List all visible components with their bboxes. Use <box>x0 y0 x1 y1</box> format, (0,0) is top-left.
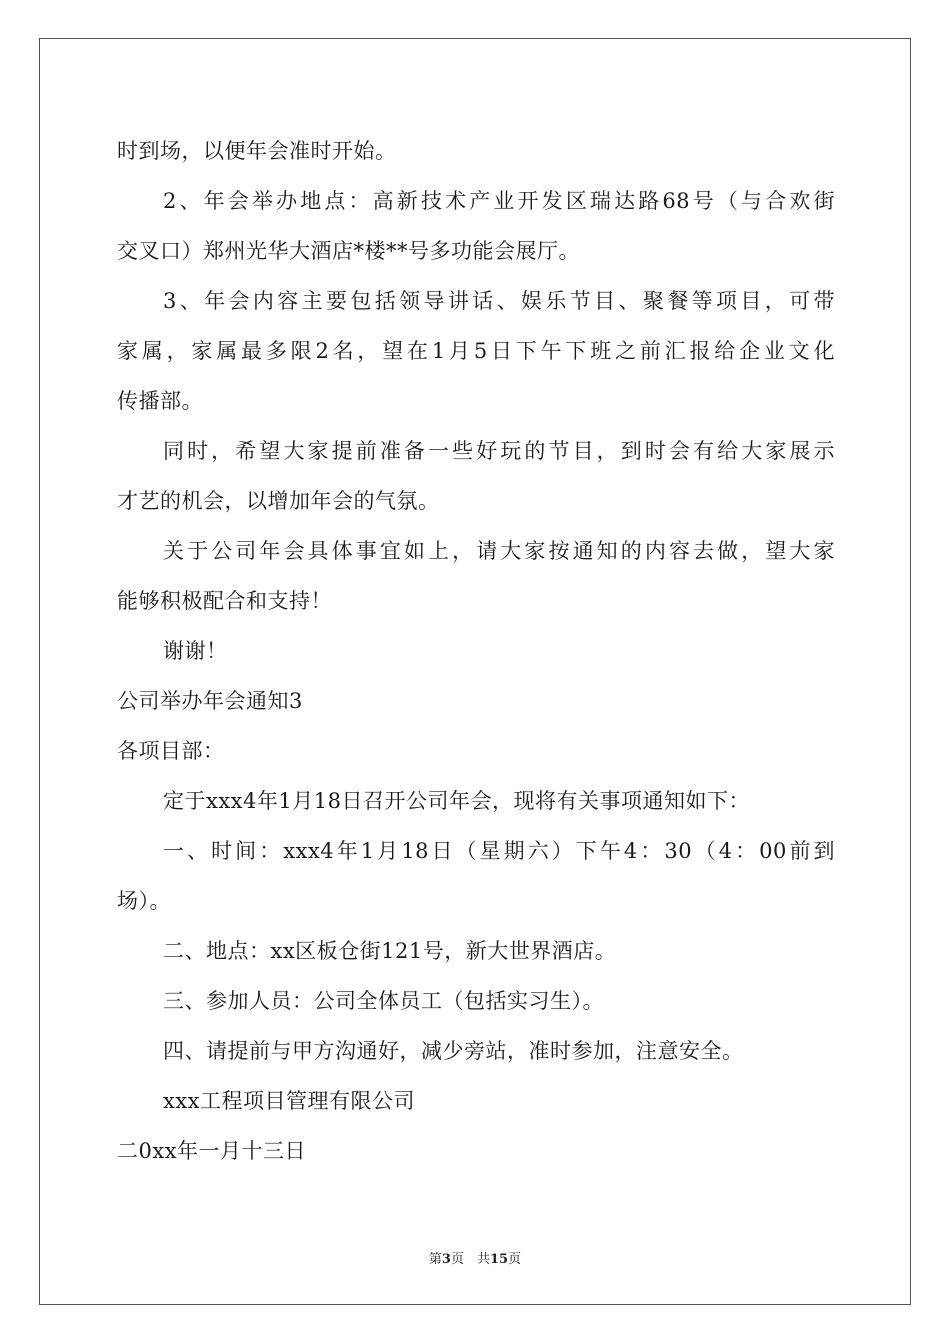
total-page-count: 15 <box>489 1252 509 1267</box>
paragraph-line: 3、年会内容主要包括领导讲话、娱乐节目、聚餐等项目，可带 <box>163 289 835 313</box>
document-body <box>117 126 835 1176</box>
footer-mid: 页 共 <box>450 1252 490 1267</box>
paragraph-line: 定于xxx4年1月18日召开公司年会，现将有关事项通知如下： <box>163 789 750 813</box>
footer-suffix: 页 <box>508 1252 522 1267</box>
paragraph-line: 二、地点：xx区板仓街121号，新大世界酒店。 <box>163 939 617 963</box>
section-title: 公司举办年会通知3 <box>117 689 303 713</box>
salutation: 各项目部： <box>117 739 225 763</box>
paragraph-line: 2、年会举办地点：高新技术产业开发区瑞达路68号（与合欢街 <box>163 189 835 213</box>
paragraph-line: 同时，希望大家提前准备一些好玩的节目，到时会有给大家展示 <box>163 439 835 463</box>
paragraph-line: 传播部。 <box>117 389 203 413</box>
paragraph-line: 家属，家属最多限2名，望在1月5日下午下班之前汇报给企业文化 <box>117 339 835 363</box>
page-footer <box>0 1248 950 1267</box>
paragraph-line: 四、请提前与甲方沟通好，减少旁站，准时参加，注意安全。 <box>163 1039 744 1063</box>
footer-prefix: 第 <box>428 1252 442 1267</box>
paragraph-line: 交叉口）郑州光华大酒店*楼**号多功能会展厅。 <box>117 239 580 263</box>
paragraph-line: 时到场，以便年会准时开始。 <box>117 139 397 163</box>
signature-company: xxx工程项目管理有限公司 <box>163 1089 416 1113</box>
current-page-number: 3 <box>441 1252 451 1267</box>
paragraph-line: 三、参加人员：公司全体员工（包括实习生）。 <box>163 989 604 1013</box>
paragraph-line: 谢谢！ <box>163 639 228 663</box>
signature-date: 二0xx年一月十三日 <box>117 1139 307 1163</box>
paragraph-line: 关于公司年会具体事宜如上，请大家按通知的内容去做，望大家 <box>163 539 835 563</box>
paragraph-line: 能够积极配合和支持！ <box>117 589 332 613</box>
paragraph-line: 才艺的机会，以增加年会的气氛。 <box>117 489 440 513</box>
paragraph-line: 一、时间：xxx4年1月18日（星期六）下午4：30（4：00前到 <box>163 839 835 863</box>
paragraph-line: 场）。 <box>117 889 171 913</box>
